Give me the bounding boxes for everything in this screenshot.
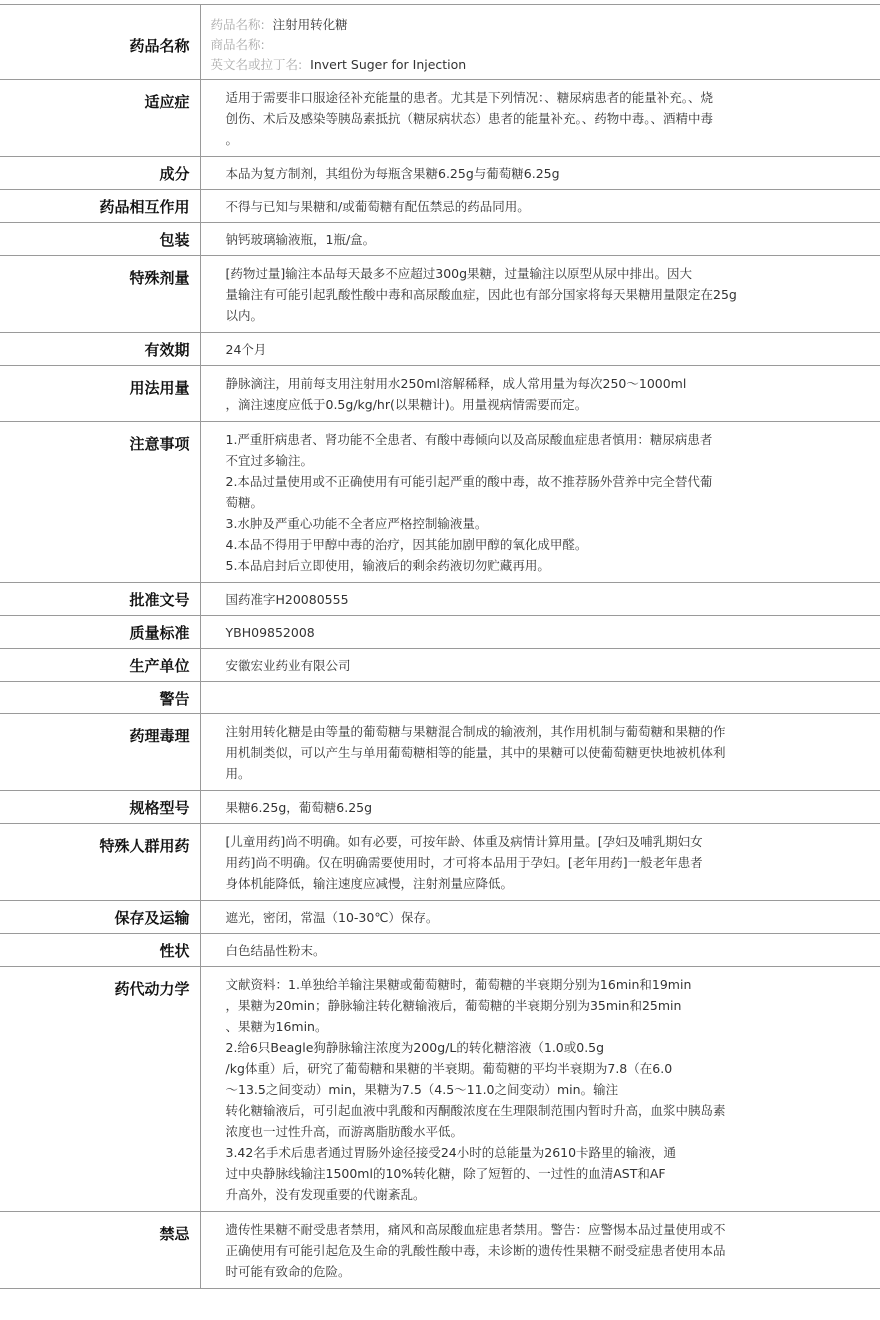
content-line: 4.本品不得用于甲醇中毒的治疗，因其能加剧甲醇的氧化成甲醛。 [225,537,588,552]
content-line: YBH09852008 [225,625,315,640]
row-content [200,901,880,934]
content-line: ，果糖为20min；静脉输注转化糖输液后，葡萄糖的半衰期分别为35min和25min [225,998,682,1013]
row-content [200,583,880,616]
field-value: Invert Suger for Injection [310,57,467,72]
field-key: 商品名称: [210,37,265,52]
content-line: ，滴注速度应低于0.5g/kg/hr(以果糖计)。用量视病情需要而定。 [225,397,588,412]
table-row [0,616,880,649]
content-line: 24个月 [225,342,267,357]
content-line: [儿童用药]尚不明确。如有必要，可按年龄、体重及病情计算用量。[孕妇及哺乳期妇女 [225,834,703,849]
content-line: 量输注有可能引起乳酸性酸中毒和高尿酸血症，因此也有部分国家将每天果糖用量限定在25g [225,287,737,302]
content-line: 注射用转化糖是由等量的葡萄糖与果糖混合制成的输液剂，其作用机制与葡萄糖和果糖的作 [225,724,726,739]
table-row [0,80,880,157]
content-line: 白色结晶性粉末。 [225,943,326,958]
table-row [0,583,880,616]
row-label: 警告 [0,682,200,714]
content-line: [药物过量]输注本品每天最多不应超过300g果糖，过量输注以原型从尿中排出。因大 [225,266,693,281]
table-row [0,1212,880,1289]
drug-info-body [0,5,880,1289]
row-label: 用法用量 [0,366,200,422]
table-row [0,333,880,366]
field-english-name [211,55,871,75]
table-row [0,190,880,223]
content-line: 国药准字H20080555 [225,592,349,607]
field-key: 药品名称: [210,17,265,32]
row-content [200,649,880,682]
table-row [0,901,880,934]
row-content [200,157,880,190]
drug-name-fields [200,5,880,80]
table-row [0,714,880,791]
field-value: 注射用转化糖 [272,17,348,32]
row-content [200,190,880,223]
table-row [0,934,880,967]
content-line: 静脉滴注，用前每支用注射用水250ml溶解稀释，成人常用量为每次250～1000ml [225,376,687,391]
content-line: /kg体重）后，研究了葡萄糖和果糖的半衰期。葡萄糖的平均半衰期为7.8（在6.0 [225,1061,673,1076]
content-line: 。 [225,132,239,147]
row-label: 药品相互作用 [0,190,200,223]
row-label: 药理毒理 [0,714,200,791]
table-row [0,422,880,583]
row-content [200,422,880,583]
row-content [200,824,880,901]
table-row [0,649,880,682]
content-line: 遮光，密闭，常温（10-30℃）保存。 [225,910,439,925]
content-line: 浓度也一过性升高，而游离脂肪酸水平低。 [225,1124,464,1139]
content-line: 钠钙玻璃输液瓶，1瓶/盒。 [225,232,376,247]
row-label: 保存及运输 [0,901,200,934]
field-trade-name [211,35,871,55]
table-row [0,157,880,190]
table-row [0,967,880,1212]
row-drug-name [0,5,880,80]
content-line: 用药]尚不明确。仅在明确需要使用时，才可将本品用于孕妇。[老年用药]一般老年患者 [225,855,703,870]
content-line: 适用于需要非口服途径补充能量的患者。尤其是下列情况：、糖尿病患者的能量补充。、烧 [225,90,714,105]
content-line: 遗传性果糖不耐受患者禁用，痛风和高尿酸血症患者禁用。警告：应警惕本品过量使用或不 [225,1222,726,1237]
content-line: 2.本品过量使用或不正确使用有可能引起严重的酸中毒，故不推荐肠外营养中完全替代葡 [225,474,713,489]
row-content [200,791,880,824]
table-row [0,256,880,333]
row-label: 特殊人群用药 [0,824,200,901]
row-content [200,366,880,422]
content-line: 时可能有致命的危险。 [225,1264,351,1279]
content-line: 3.42名手术后患者通过胃肠外途径接受24小时的总能量为2610卡路里的输液，通 [225,1145,677,1160]
table-row [0,824,880,901]
table-row [0,366,880,422]
content-line: 身体机能降低，输注速度应减慢，注射剂量应降低。 [225,876,514,891]
content-line: 正确使用有可能引起危及生命的乳酸性酸中毒，未诊断的遗传性果糖不耐受症患者使用本品 [225,1243,726,1258]
content-line: 不宜过多输注。 [225,453,314,468]
row-label: 质量标准 [0,616,200,649]
content-line: 1.严重肝病患者、肾功能不全患者、有酸中毒倾向以及高尿酸血症患者慎用：糖尿病患者 [225,432,713,447]
row-label: 包装 [0,223,200,256]
content-line: 5.本品启封后立即使用，输液后的剩余药液切勿贮藏再用。 [225,558,550,573]
content-line: 创伤、术后及感染等胰岛素抵抗（糖尿病状态）患者的能量补充。、药物中毒。、酒精中毒 [225,111,714,126]
row-label: 批准文号 [0,583,200,616]
row-label: 有效期 [0,333,200,366]
row-content [200,714,880,791]
row-label: 注意事项 [0,422,200,583]
row-content [200,616,880,649]
table-row [0,682,880,714]
row-label: 药代动力学 [0,967,200,1212]
content-line: 果糖6.25g，葡萄糖6.25g [225,800,373,815]
row-label: 适应症 [0,80,200,157]
row-content [200,934,880,967]
row-content [200,256,880,333]
row-label: 特殊剂量 [0,256,200,333]
content-line: 文献资料：1.单独给羊输注果糖或葡萄糖时，葡萄糖的半衰期分别为16min和19min [225,977,692,992]
content-line: 转化糖输液后，可引起血液中乳酸和丙酮酸浓度在生理限制范围内暂时升高，血浆中胰岛素 [225,1103,726,1118]
content-line: 过中央静脉线输注1500ml的10%转化糖，除了短暂的、一过性的血清AST和AF [225,1166,666,1181]
content-line: 用机制类似，可以产生与单用葡萄糖相等的能量，其中的果糖可以使葡萄糖更快地被机体利 [225,745,726,760]
content-line: 本品为复方制剂，其组份为每瓶含果糖6.25g与葡萄糖6.25g [225,166,560,181]
content-line: 用。 [225,766,251,781]
table-row [0,791,880,824]
row-label: 药品名称 [0,5,200,80]
row-content [200,967,880,1212]
content-line: 安徽宏业药业有限公司 [225,658,351,673]
field-generic-name [211,15,871,35]
row-label: 规格型号 [0,791,200,824]
row-content [200,333,880,366]
row-label: 生产单位 [0,649,200,682]
content-line: 萄糖。 [225,495,264,510]
content-line: 升高外，没有发现重要的代谢紊乱。 [225,1187,426,1202]
content-line: ～13.5之间变动）min，果糖为7.5（4.5～11.0之间变动）min。输注 [225,1082,619,1097]
row-content [200,80,880,157]
content-line: 以内。 [225,308,264,323]
row-label: 成分 [0,157,200,190]
table-row [0,223,880,256]
content-line: 3.水肿及严重心功能不全者应严格控制输液量。 [225,516,488,531]
row-content [200,223,880,256]
content-line: 2.给6只Beagle狗静脉输注浓度为200g/L的转化糖溶液（1.0或0.5g [225,1040,605,1055]
row-label: 禁忌 [0,1212,200,1289]
content-line: 、果糖为16min。 [225,1019,328,1034]
row-content [200,1212,880,1289]
row-content [200,682,880,714]
drug-info-table [0,4,880,1289]
content-line: 不得与已知与果糖和/或葡萄糖有配伍禁忌的药品同用。 [225,199,530,214]
row-label: 性状 [0,934,200,967]
field-key: 英文名或拉丁名: [210,57,303,72]
